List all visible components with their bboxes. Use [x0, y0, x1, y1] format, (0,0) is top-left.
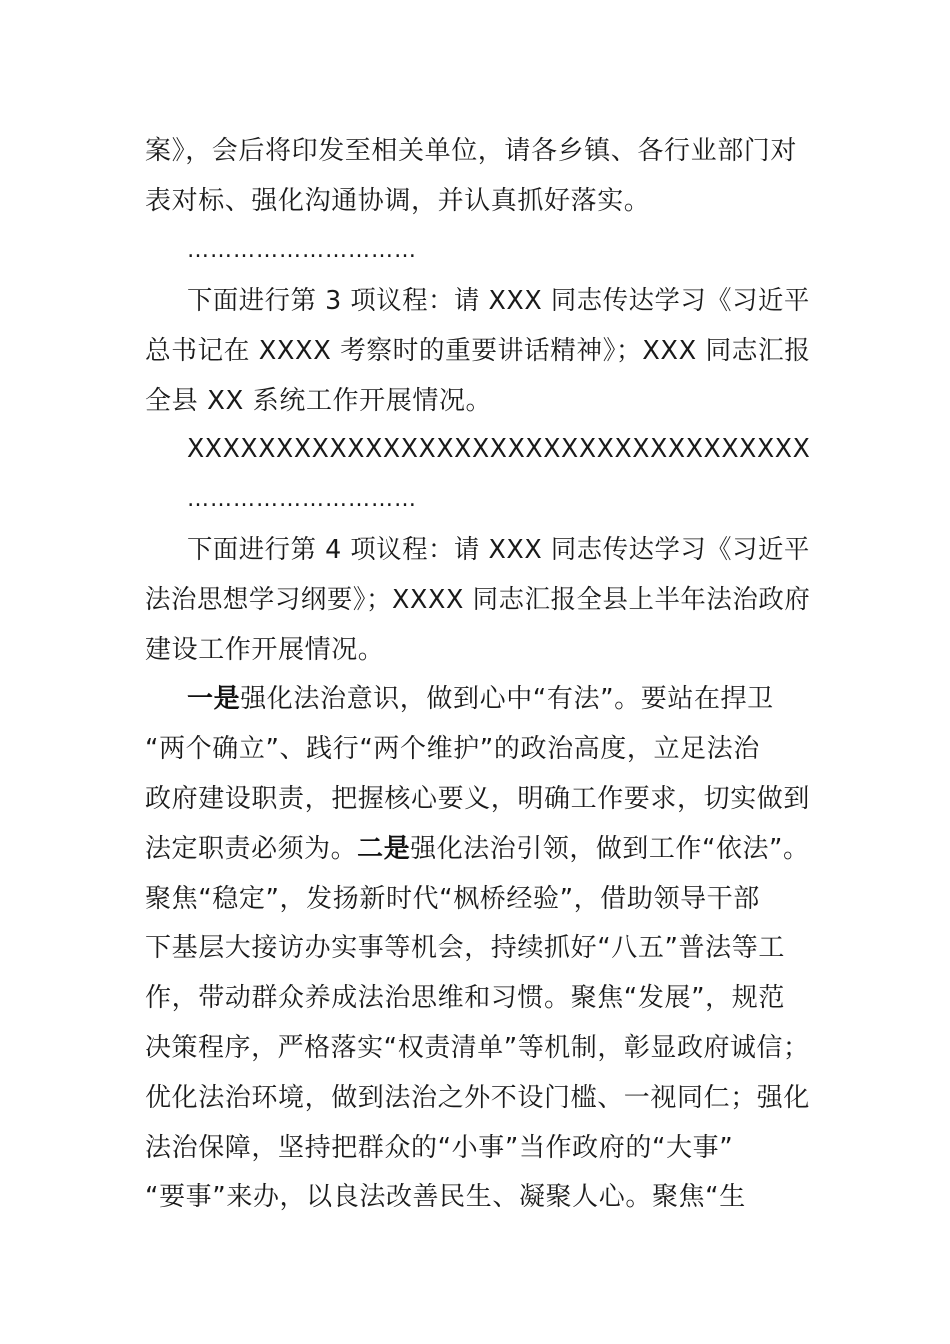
text-segment: 强化法治意识，做到心中“有法”。要站在捍卫: [240, 684, 774, 714]
bold-heading-segment: 一是: [187, 684, 241, 714]
text-line-15: [145, 834, 810, 864]
text-line-13: [145, 734, 760, 764]
text-segment: 下面进行第 4 项议程：请 XXX 同志传达学习《习近平: [187, 535, 810, 565]
text-segment: 法定职责必须为。: [145, 834, 358, 864]
text-line-5: [145, 336, 810, 366]
placeholder-line: [187, 434, 810, 464]
text-line-20: [145, 1083, 810, 1113]
text-line-point-1: [187, 684, 774, 714]
text-segment: 聚焦“稳定”，发扬新时代“枫桥经验”，借助领导干部: [145, 884, 760, 914]
text-line-21: [145, 1133, 733, 1163]
text-line-2: [145, 186, 650, 216]
text-line-14: [145, 784, 810, 814]
text-segment: 表对标、强化沟通协调，并认真抓好落实。: [145, 186, 651, 216]
text-line-22: [145, 1182, 746, 1212]
text-line-17: [145, 933, 785, 963]
ellipsis-line-1: [187, 236, 417, 266]
text-segment: 下基层大接访办实事等机会，持续抓好“八五”普法等工: [145, 933, 785, 963]
bold-heading-segment: 二是: [357, 834, 411, 864]
text-segment: 总书记在 XXXX 考察时的重要讲话精神》；XXX 同志汇报: [145, 336, 811, 366]
text-segment: 法治保障，坚持把群众的“小事”当作政府的“大事”: [145, 1133, 734, 1163]
text-segment: 优化法治环境，做到法治之外不设门槛、一视同仁；强化: [145, 1083, 811, 1113]
text-segment: …………………………: [187, 238, 417, 263]
text-segment: 决策程序，严格落实“权责清单”等机制，彰显政府诚信；: [145, 1033, 810, 1063]
text-segment: 法治思想学习纲要》；XXXX 同志汇报全县上半年法治政府: [145, 585, 811, 615]
text-segment: XXXXXXXXXXXXXXXXXXXXXXXXXXXXXXXXXXX: [187, 434, 811, 464]
text-segment: 政府建设职责，把握核心要义，明确工作要求，切实做到: [145, 784, 811, 814]
text-segment: 强化法治引领，做到工作“依法”。: [410, 834, 810, 864]
text-line-16: [145, 884, 760, 914]
text-segment: “两个确立”、践行“两个维护”的政治高度，立足法治: [145, 734, 760, 764]
text-line-10: [145, 585, 810, 615]
text-line-6: [145, 386, 492, 416]
ellipsis-line-2: [187, 485, 417, 515]
text-segment: 案》，会后将印发至相关单位，请各乡镇、各行业部门对: [145, 136, 798, 166]
text-line-19: [145, 1033, 810, 1063]
text-line-1: [145, 136, 797, 166]
text-segment: “要事”来办，以良法改善民生、凝聚人心。聚焦“生: [145, 1182, 746, 1212]
text-line-11: [145, 635, 384, 665]
text-line-agenda-3: [187, 286, 810, 316]
text-segment: …………………………: [187, 487, 417, 512]
text-line-18: [145, 983, 785, 1013]
text-segment: 全县 XX 系统工作开展情况。: [145, 386, 493, 416]
text-line-agenda-4: [187, 535, 810, 565]
text-segment: 作，带动群众养成法治思维和习惯。聚焦“发展”，规范: [145, 983, 785, 1013]
text-segment: 下面进行第 3 项议程：请 XXX 同志传达学习《习近平: [187, 286, 810, 316]
text-segment: 建设工作开展情况。: [145, 635, 385, 665]
